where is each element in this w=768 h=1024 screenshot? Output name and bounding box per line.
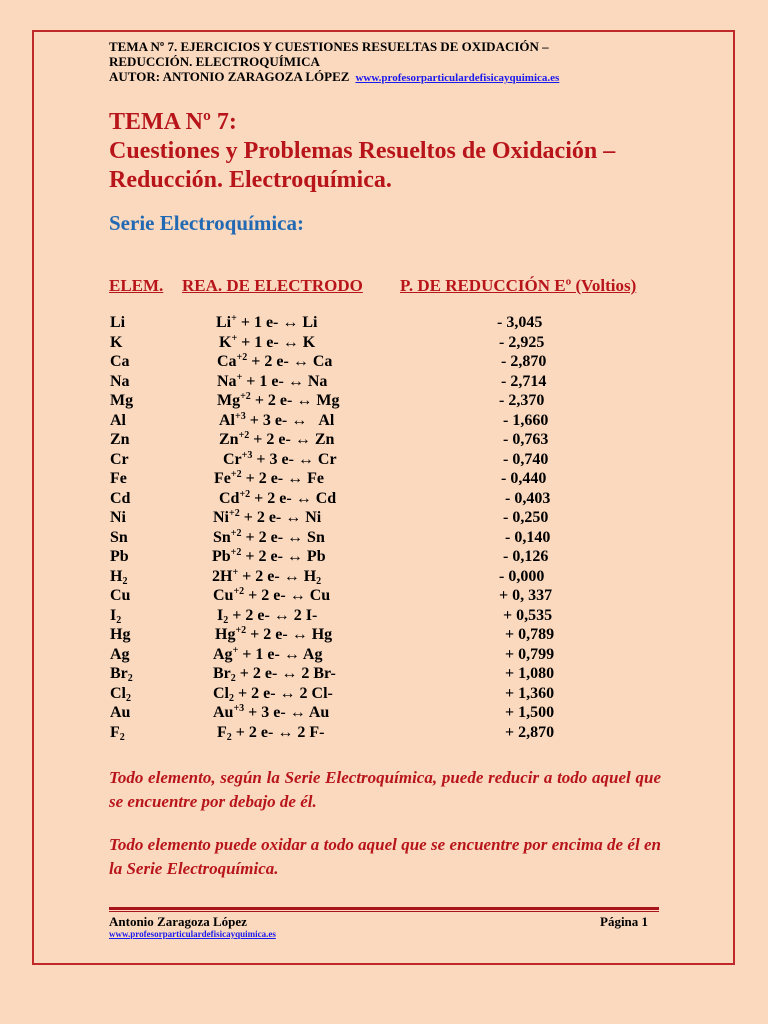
element-symbol: Au <box>110 704 131 721</box>
reduction-potential: - 3,045 <box>497 314 543 331</box>
table-row <box>0 392 768 412</box>
electrode-reaction: $Ca^{+2} + 2$ e- ↔ Ca <box>217 352 333 370</box>
electrode-reaction: $Hg^{+2} + 2$ e- ↔ Hg <box>215 625 333 643</box>
reduction-potential: + 0,799 <box>505 645 555 663</box>
reduction-potential: - 0,740 <box>503 450 549 468</box>
element-symbol: $I_2$ <box>110 606 122 626</box>
electrode-reaction: $Fe^{+2} + 2$ e- ↔ Fe <box>214 469 324 487</box>
column-header-element: ELEM. <box>109 276 164 295</box>
header-author: AUTOR: ANTONIO ZARAGOZA LÓPEZ <box>109 69 350 84</box>
element-symbol: $Cl_2$ <box>110 684 131 704</box>
column-header-potential: P. DE REDUCCIÓN Eº (Voltios) <box>400 276 637 295</box>
element-symbol: Mg <box>110 392 134 409</box>
electrode-reaction: $Mg^{+2} + 2$ e- ↔ Mg <box>217 391 340 409</box>
header-author-line <box>109 69 669 86</box>
title-line-2: Cuestiones y Problemas Resueltos de Oxidación – <box>109 138 616 164</box>
reduction-potential: + 1,500 <box>505 704 555 721</box>
table-row <box>0 373 768 393</box>
element-symbol: $Br_2$ <box>110 665 133 684</box>
electrode-reaction: $Cl_2 + 2$ e- ↔ 2 Cl- <box>213 684 333 704</box>
footer-author: Antonio Zaragoza López <box>109 914 247 929</box>
title-line-1: TEMA Nº 7: <box>109 109 237 135</box>
reduction-potential: - 0,000 <box>499 567 545 585</box>
element-symbol: Na <box>110 372 130 390</box>
table-row <box>0 587 768 607</box>
header-line-1: TEMA Nº 7. EJERCICIOS Y CUESTIONES RESUELTAS DE OXIDACIÓN – <box>109 39 549 54</box>
electrode-reaction: $Pb^{+2} + 2$ e- ↔ Pb <box>212 547 326 565</box>
electrode-reaction: $Cr^{+3} + 3$ e- ↔ Cr <box>223 449 337 468</box>
electrode-reaction: Na+ + 1 e- ↔ Na <box>217 371 328 390</box>
table-row <box>0 548 768 568</box>
header-line-2: REDUCCIÓN. ELECTROQUÍMICA <box>109 54 320 69</box>
table-row <box>0 431 768 451</box>
table-row <box>0 412 768 432</box>
table-row <box>0 626 768 646</box>
element-symbol: Sn <box>110 528 128 546</box>
element-symbol: $H_2$ <box>110 567 128 587</box>
electrode-reaction: $Cd^{+2} + 2$ e- ↔ Cd <box>219 488 337 507</box>
reduction-potential: - 2,714 <box>501 372 547 390</box>
note-oxidation: Todo elemento puede oxidar a todo aquel que se encuentre por encima de él en la Serie Electroquímica. <box>109 835 661 878</box>
table-row <box>0 451 768 471</box>
table-row <box>0 470 768 490</box>
electrode-reaction: $Al^{+3} + 3$ e- ↔ Al <box>219 410 335 429</box>
reduction-potential: - 0,140 <box>505 528 551 546</box>
column-header-reaction: REA. DE ELECTRODO <box>182 276 363 295</box>
electrode-reaction: $I_2 + 2$ e- ↔ 2 I- <box>217 606 318 626</box>
reduction-potential: - 1,660 <box>503 411 549 429</box>
element-symbol: Al <box>110 411 126 429</box>
table-row <box>0 685 768 705</box>
table-row <box>0 490 768 510</box>
table-row <box>0 334 768 354</box>
element-symbol: K <box>110 333 123 351</box>
table-row <box>0 704 768 724</box>
table-row <box>0 607 768 627</box>
table-row <box>0 665 768 685</box>
reduction-potential: - 0,403 <box>505 489 551 507</box>
electrode-reaction: $Zn^{+2} + 2$ e- ↔ Zn <box>219 430 335 448</box>
reduction-potential: - 2,370 <box>499 392 545 409</box>
element-symbol: Cd <box>110 489 131 507</box>
title-line-3: Reducción. Electroquímica. <box>109 167 392 193</box>
footer-rule <box>109 907 659 910</box>
element-symbol: Ag <box>110 645 130 663</box>
table-row <box>0 646 768 666</box>
electrode-reaction: $Br_2 + 2$ e- ↔ 2 Br- <box>213 665 336 684</box>
table-row <box>0 314 768 334</box>
element-symbol: Cr <box>110 450 129 468</box>
reduction-potential: + 0, 337 <box>499 587 553 604</box>
page-number: Página 1 <box>600 914 649 929</box>
electrode-reaction: $Au^{+3} + 3$ e- ↔ Au <box>213 703 330 721</box>
page-title <box>109 108 615 195</box>
element-symbol: Li <box>110 314 126 331</box>
reduction-potential: + 2,870 <box>505 723 555 741</box>
table-row <box>0 509 768 529</box>
running-header <box>109 39 669 86</box>
header-website-link[interactable]: www.profesorparticulardefisicayquimica.es <box>355 72 560 84</box>
reduction-potential: + 1,360 <box>505 684 555 702</box>
reduction-potential: - 2,925 <box>499 333 545 351</box>
table-row <box>0 568 768 588</box>
reduction-potential: + 0,789 <box>505 626 555 643</box>
reduction-potential: - 0,440 <box>501 470 547 487</box>
element-symbol: Cu <box>110 587 131 604</box>
table-row <box>0 724 768 744</box>
element-symbol: Pb <box>110 548 129 565</box>
reduction-potential: + 1,080 <box>505 665 555 682</box>
reduction-potential: - 0,250 <box>503 509 549 526</box>
reduction-potential: + 0,535 <box>503 606 553 624</box>
element-symbol: $F_2$ <box>110 723 125 743</box>
electrode-reaction: $Ni^{+2} + 2$ e- ↔ Ni <box>213 508 322 526</box>
element-symbol: Ni <box>110 509 126 526</box>
electrode-reaction: $Cu^{+2} + 2$ e- ↔ Cu <box>213 586 331 604</box>
footer-website-link[interactable]: www.profesorparticulardefisicayquimica.es <box>109 929 276 939</box>
reduction-potential: - 2,870 <box>501 353 547 370</box>
electrode-reaction: Ag+ + 1 e- ↔ Ag <box>213 644 323 663</box>
electrode-reaction: $F_2 + 2$ e- ↔ 2 F- <box>217 723 325 743</box>
element-symbol: Zn <box>110 431 130 448</box>
footer-rule-thin <box>109 911 659 912</box>
electrode-reaction: $Sn^{+2} + 2$ e- ↔ Sn <box>213 527 325 546</box>
element-symbol: Ca <box>110 353 130 370</box>
reduction-potential: - 0,763 <box>503 431 549 448</box>
table-row <box>0 353 768 373</box>
electrode-reaction: 2H+ + 2 e- ↔ $H_2$ <box>212 566 322 587</box>
element-symbol: Fe <box>110 470 127 487</box>
reduction-potential: - 0,126 <box>503 548 549 565</box>
section-heading: Serie Electroquímica: <box>109 211 304 235</box>
table-row <box>0 529 768 549</box>
note-reduction: Todo elemento, según la Serie Electroquímica, puede reducir a todo aquel que se encuentre por debajo de él. <box>109 768 661 811</box>
electrode-reaction: K+ + 1 e- ↔ K <box>219 332 316 351</box>
electrode-reaction: Li+ + 1 e- ↔ Li <box>216 313 318 331</box>
element-symbol: Hg <box>110 626 131 643</box>
